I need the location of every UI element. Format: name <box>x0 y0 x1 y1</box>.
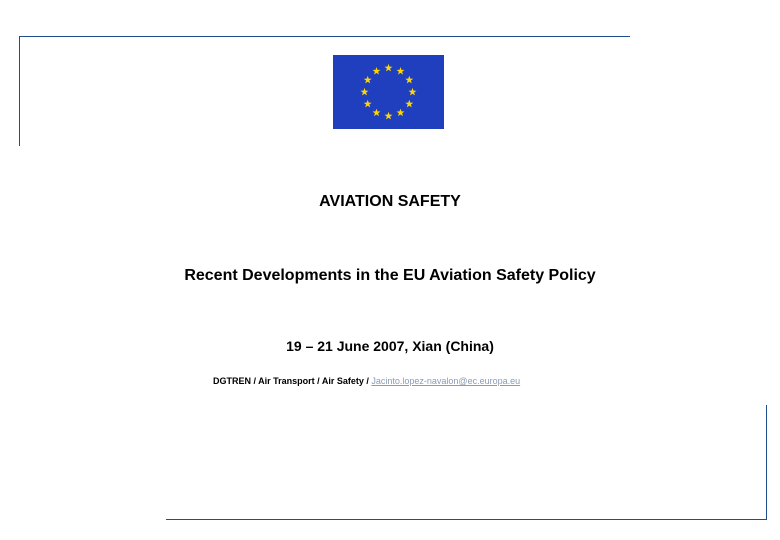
right-rule <box>766 405 767 520</box>
contact-email-link[interactable]: Jacinto.lopez-navalon@ec.europa.eu <box>371 376 521 386</box>
top-rule <box>20 36 630 37</box>
slide-subtitle: Recent Developments in the EU Aviation Safety Policy <box>184 267 596 284</box>
eu-flag-icon <box>333 55 444 129</box>
bottom-rule <box>166 519 766 520</box>
contact-prefix: DGTREN / Air Transport / Air Safety / <box>213 376 372 386</box>
event-dateline: 19 – 21 June 2007, Xian (China) <box>286 338 494 354</box>
slide-title: AVIATION SAFETY <box>319 193 461 210</box>
left-rule <box>19 36 20 146</box>
contact-line <box>213 376 520 386</box>
